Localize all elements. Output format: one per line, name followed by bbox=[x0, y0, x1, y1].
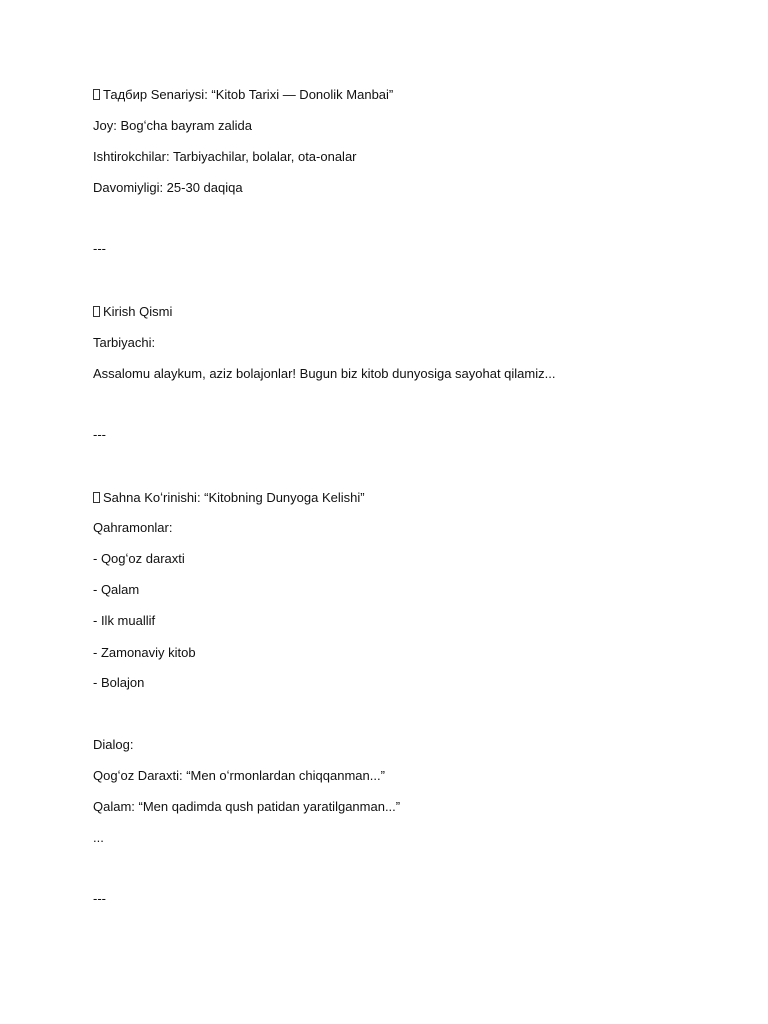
character-item: - Bolajon bbox=[93, 675, 145, 690]
intro-speaker: Tarbiyachi: bbox=[93, 335, 156, 350]
dialog-line: Qogʻoz Daraxti: “Men oʻrmonlardan chiqqanman...” bbox=[93, 768, 385, 783]
event-place: Joy: Bogʻcha bayram zalida bbox=[93, 118, 252, 133]
character-item: - Zamonaviy kitob bbox=[93, 645, 196, 660]
event-duration: Davomiyligi: 25-30 daqiqa bbox=[93, 180, 243, 195]
character-item: - Qogʻoz daraxti bbox=[93, 551, 185, 566]
intro-heading-text: Kirish Qismi bbox=[103, 304, 173, 319]
missing-emoji-icon bbox=[93, 492, 100, 503]
intro-heading bbox=[93, 304, 172, 320]
dialog-line: ... bbox=[93, 830, 104, 845]
dialog-line: Qalam: “Men qadimda qush patidan yaratilganman...” bbox=[93, 799, 401, 814]
dialog-label: Dialog: bbox=[93, 737, 134, 752]
document-title bbox=[93, 87, 393, 103]
separator: --- bbox=[93, 241, 106, 256]
event-participants: Ishtirokchilar: Tarbiyachilar, bolalar, ota-onalar bbox=[93, 149, 357, 164]
separator: --- bbox=[93, 891, 106, 906]
characters-label: Qahramonlar: bbox=[93, 520, 173, 535]
missing-emoji-icon bbox=[93, 306, 100, 317]
character-item: - Qalam bbox=[93, 582, 140, 597]
scene-heading-text: Sahna Koʻrinishi: “Kitobning Dunyoga Kelishi” bbox=[103, 490, 365, 505]
intro-speech: Assalomu alaykum, aziz bolajonlar! Bugun biz kitob dunyosiga sayohat qilamiz... bbox=[93, 366, 556, 381]
separator: --- bbox=[93, 427, 106, 442]
missing-emoji-icon bbox=[93, 89, 100, 100]
document-title-text: Тадбир Senariysi: “Kitob Tarixi — Donolik Manbai” bbox=[103, 87, 394, 102]
character-item: - Ilk muallif bbox=[93, 613, 156, 628]
scene-heading bbox=[93, 490, 365, 506]
